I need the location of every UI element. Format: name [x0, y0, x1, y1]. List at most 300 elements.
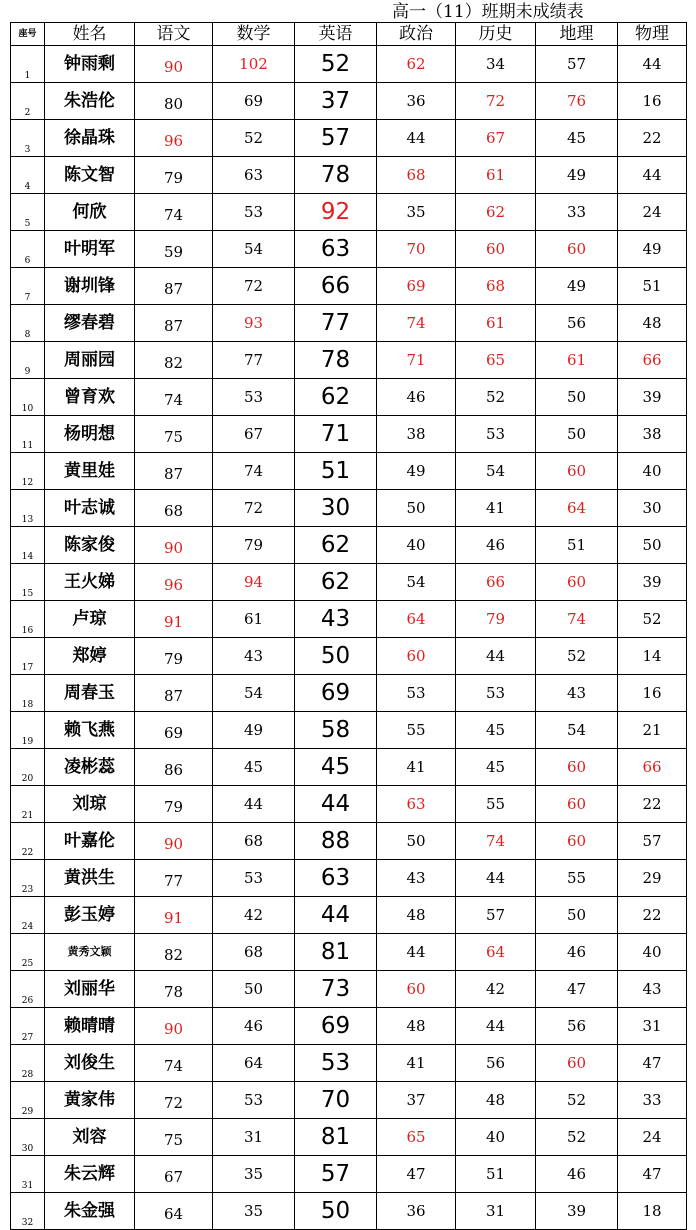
student-name-cell: 叶嘉伦: [45, 823, 135, 860]
math-score-cell: 54: [213, 231, 295, 268]
student-name-cell: 王火娣: [45, 564, 135, 601]
seat-cell: 13: [11, 490, 45, 527]
history-score-cell: 62: [456, 194, 536, 231]
english-score-cell: 57: [295, 120, 377, 157]
physics-score-cell: 47: [618, 1156, 687, 1193]
table-row: [11, 490, 687, 527]
physics-score-cell: 24: [618, 1119, 687, 1156]
politics-score-cell: 47: [377, 1156, 456, 1193]
politics-score-cell: 74: [377, 305, 456, 342]
geography-score-cell: 49: [536, 157, 618, 194]
physics-score-cell: 48: [618, 305, 687, 342]
seat-cell: 14: [11, 527, 45, 564]
history-score-cell: 44: [456, 860, 536, 897]
math-score-cell: 72: [213, 490, 295, 527]
table-row: [11, 527, 687, 564]
english-score-cell: 50: [295, 638, 377, 675]
math-score-cell: 64: [213, 1045, 295, 1082]
english-score-cell: 81: [295, 1119, 377, 1156]
politics-score-cell: 60: [377, 638, 456, 675]
student-name-cell: 周春玉: [45, 675, 135, 712]
student-name-cell: 朱金强: [45, 1193, 135, 1230]
politics-score-cell: 41: [377, 1045, 456, 1082]
politics-score-cell: 70: [377, 231, 456, 268]
geography-score-cell: 51: [536, 527, 618, 564]
physics-score-cell: 40: [618, 934, 687, 971]
table-row: [11, 1045, 687, 1082]
header-math: 数学: [213, 23, 295, 46]
physics-score-cell: 22: [618, 786, 687, 823]
politics-score-cell: 60: [377, 971, 456, 1008]
physics-score-cell: 18: [618, 1193, 687, 1230]
history-score-cell: 57: [456, 897, 536, 934]
english-score-cell: 78: [295, 157, 377, 194]
math-score-cell: 67: [213, 416, 295, 453]
physics-score-cell: 51: [618, 268, 687, 305]
header-chinese: 语文: [135, 23, 213, 46]
seat-cell: 12: [11, 453, 45, 490]
politics-score-cell: 65: [377, 1119, 456, 1156]
physics-score-cell: 16: [618, 675, 687, 712]
student-name-cell: 刘丽华: [45, 971, 135, 1008]
geography-score-cell: 61: [536, 342, 618, 379]
history-score-cell: 68: [456, 268, 536, 305]
chinese-score-cell: 90: [135, 1008, 213, 1045]
geography-score-cell: 60: [536, 564, 618, 601]
geography-score-cell: 74: [536, 601, 618, 638]
math-score-cell: 31: [213, 1119, 295, 1156]
physics-score-cell: 50: [618, 527, 687, 564]
history-score-cell: 46: [456, 527, 536, 564]
physics-score-cell: 44: [618, 46, 687, 83]
seat-cell: 10: [11, 379, 45, 416]
table-row: [11, 194, 687, 231]
politics-score-cell: 41: [377, 749, 456, 786]
student-name-cell: 赖飞燕: [45, 712, 135, 749]
student-name-cell: 陈家俊: [45, 527, 135, 564]
geography-score-cell: 46: [536, 1156, 618, 1193]
math-score-cell: 45: [213, 749, 295, 786]
chinese-score-cell: 90: [135, 46, 213, 83]
table-row: [11, 897, 687, 934]
english-score-cell: 50: [295, 1193, 377, 1230]
physics-score-cell: 33: [618, 1082, 687, 1119]
english-score-cell: 73: [295, 971, 377, 1008]
chinese-score-cell: 87: [135, 268, 213, 305]
history-score-cell: 65: [456, 342, 536, 379]
seat-cell: 30: [11, 1119, 45, 1156]
physics-score-cell: 16: [618, 83, 687, 120]
math-score-cell: 74: [213, 453, 295, 490]
table-row: [11, 934, 687, 971]
seat-cell: 21: [11, 786, 45, 823]
history-score-cell: 34: [456, 46, 536, 83]
seat-cell: 24: [11, 897, 45, 934]
geography-score-cell: 52: [536, 1082, 618, 1119]
history-score-cell: 44: [456, 1008, 536, 1045]
english-score-cell: 78: [295, 342, 377, 379]
student-name-cell: 黄里娃: [45, 453, 135, 490]
english-score-cell: 63: [295, 860, 377, 897]
politics-score-cell: 50: [377, 823, 456, 860]
student-name-cell: 杨明想: [45, 416, 135, 453]
english-score-cell: 30: [295, 490, 377, 527]
geography-score-cell: 39: [536, 1193, 618, 1230]
politics-score-cell: 49: [377, 453, 456, 490]
student-name-cell: 刘琼: [45, 786, 135, 823]
table-row: [11, 860, 687, 897]
header-politics: 政治: [377, 23, 456, 46]
table-row: [11, 1082, 687, 1119]
geography-score-cell: 60: [536, 749, 618, 786]
geography-score-cell: 43: [536, 675, 618, 712]
physics-score-cell: 47: [618, 1045, 687, 1082]
chinese-score-cell: 90: [135, 823, 213, 860]
geography-score-cell: 49: [536, 268, 618, 305]
geography-score-cell: 52: [536, 638, 618, 675]
math-score-cell: 77: [213, 342, 295, 379]
seat-cell: 8: [11, 305, 45, 342]
seat-cell: 25: [11, 934, 45, 971]
politics-score-cell: 69: [377, 268, 456, 305]
english-score-cell: 45: [295, 749, 377, 786]
chinese-score-cell: 67: [135, 1156, 213, 1193]
english-score-cell: 58: [295, 712, 377, 749]
politics-score-cell: 53: [377, 675, 456, 712]
student-name-cell: 周丽园: [45, 342, 135, 379]
chinese-score-cell: 72: [135, 1082, 213, 1119]
history-score-cell: 64: [456, 934, 536, 971]
table-row: [11, 786, 687, 823]
physics-score-cell: 40: [618, 453, 687, 490]
geography-score-cell: 60: [536, 231, 618, 268]
student-name-cell: 朱云辉: [45, 1156, 135, 1193]
seat-cell: 28: [11, 1045, 45, 1082]
politics-score-cell: 38: [377, 416, 456, 453]
physics-score-cell: 39: [618, 379, 687, 416]
politics-score-cell: 62: [377, 46, 456, 83]
geography-score-cell: 60: [536, 823, 618, 860]
physics-score-cell: 39: [618, 564, 687, 601]
politics-score-cell: 44: [377, 934, 456, 971]
geography-score-cell: 54: [536, 712, 618, 749]
geography-score-cell: 76: [536, 83, 618, 120]
history-score-cell: 44: [456, 638, 536, 675]
math-score-cell: 53: [213, 194, 295, 231]
seat-cell: 22: [11, 823, 45, 860]
geography-score-cell: 60: [536, 1045, 618, 1082]
physics-score-cell: 52: [618, 601, 687, 638]
geography-score-cell: 60: [536, 453, 618, 490]
english-score-cell: 63: [295, 231, 377, 268]
math-score-cell: 68: [213, 823, 295, 860]
math-score-cell: 53: [213, 379, 295, 416]
math-score-cell: 72: [213, 268, 295, 305]
politics-score-cell: 48: [377, 1008, 456, 1045]
english-score-cell: 81: [295, 934, 377, 971]
history-score-cell: 48: [456, 1082, 536, 1119]
politics-score-cell: 55: [377, 712, 456, 749]
chinese-score-cell: 74: [135, 194, 213, 231]
math-score-cell: 102: [213, 46, 295, 83]
header-seat: 座号: [11, 23, 45, 46]
math-score-cell: 44: [213, 786, 295, 823]
chinese-score-cell: 79: [135, 786, 213, 823]
seat-cell: 2: [11, 83, 45, 120]
math-score-cell: 68: [213, 934, 295, 971]
geography-score-cell: 33: [536, 194, 618, 231]
math-score-cell: 35: [213, 1193, 295, 1230]
politics-score-cell: 35: [377, 194, 456, 231]
politics-score-cell: 36: [377, 83, 456, 120]
table-row: [11, 675, 687, 712]
seat-cell: 19: [11, 712, 45, 749]
math-score-cell: 69: [213, 83, 295, 120]
chinese-score-cell: 80: [135, 83, 213, 120]
geography-score-cell: 56: [536, 1008, 618, 1045]
chinese-score-cell: 96: [135, 120, 213, 157]
history-score-cell: 79: [456, 601, 536, 638]
student-name-cell: 黄秀文颖: [45, 934, 135, 971]
history-score-cell: 41: [456, 490, 536, 527]
math-score-cell: 35: [213, 1156, 295, 1193]
history-score-cell: 53: [456, 416, 536, 453]
physics-score-cell: 21: [618, 712, 687, 749]
chinese-score-cell: 79: [135, 157, 213, 194]
student-name-cell: 徐晶珠: [45, 120, 135, 157]
geography-score-cell: 57: [536, 46, 618, 83]
physics-score-cell: 30: [618, 490, 687, 527]
seat-cell: 6: [11, 231, 45, 268]
math-score-cell: 46: [213, 1008, 295, 1045]
physics-score-cell: 57: [618, 823, 687, 860]
seat-cell: 29: [11, 1082, 45, 1119]
physics-score-cell: 24: [618, 194, 687, 231]
geography-score-cell: 50: [536, 379, 618, 416]
physics-score-cell: 66: [618, 342, 687, 379]
history-score-cell: 52: [456, 379, 536, 416]
history-score-cell: 54: [456, 453, 536, 490]
seat-cell: 26: [11, 971, 45, 1008]
geography-score-cell: 52: [536, 1119, 618, 1156]
geography-score-cell: 64: [536, 490, 618, 527]
geography-score-cell: 47: [536, 971, 618, 1008]
chinese-score-cell: 77: [135, 860, 213, 897]
table-row: [11, 83, 687, 120]
header-row: [11, 23, 687, 46]
chinese-score-cell: 87: [135, 675, 213, 712]
english-score-cell: 52: [295, 46, 377, 83]
physics-score-cell: 31: [618, 1008, 687, 1045]
politics-score-cell: 44: [377, 120, 456, 157]
chinese-score-cell: 96: [135, 564, 213, 601]
math-score-cell: 50: [213, 971, 295, 1008]
seat-cell: 32: [11, 1193, 45, 1230]
table-row: [11, 712, 687, 749]
politics-score-cell: 37: [377, 1082, 456, 1119]
table-row: [11, 823, 687, 860]
grades-table: [10, 22, 687, 1230]
geography-score-cell: 60: [536, 786, 618, 823]
seat-cell: 9: [11, 342, 45, 379]
english-score-cell: 62: [295, 379, 377, 416]
seat-cell: 16: [11, 601, 45, 638]
math-score-cell: 52: [213, 120, 295, 157]
history-score-cell: 56: [456, 1045, 536, 1082]
chinese-score-cell: 75: [135, 416, 213, 453]
history-score-cell: 61: [456, 305, 536, 342]
english-score-cell: 43: [295, 601, 377, 638]
physics-score-cell: 38: [618, 416, 687, 453]
seat-cell: 15: [11, 564, 45, 601]
english-score-cell: 53: [295, 1045, 377, 1082]
physics-score-cell: 49: [618, 231, 687, 268]
geography-score-cell: 55: [536, 860, 618, 897]
chinese-score-cell: 91: [135, 897, 213, 934]
english-score-cell: 37: [295, 83, 377, 120]
student-name-cell: 曾育欢: [45, 379, 135, 416]
physics-score-cell: 66: [618, 749, 687, 786]
history-score-cell: 61: [456, 157, 536, 194]
math-score-cell: 63: [213, 157, 295, 194]
physics-score-cell: 44: [618, 157, 687, 194]
history-score-cell: 45: [456, 749, 536, 786]
chinese-score-cell: 79: [135, 638, 213, 675]
student-name-cell: 黄洪生: [45, 860, 135, 897]
politics-score-cell: 71: [377, 342, 456, 379]
table-row: [11, 564, 687, 601]
history-score-cell: 31: [456, 1193, 536, 1230]
chinese-score-cell: 91: [135, 601, 213, 638]
history-score-cell: 51: [456, 1156, 536, 1193]
english-score-cell: 44: [295, 897, 377, 934]
chinese-score-cell: 75: [135, 1119, 213, 1156]
history-score-cell: 66: [456, 564, 536, 601]
math-score-cell: 61: [213, 601, 295, 638]
chinese-score-cell: 74: [135, 379, 213, 416]
table-row: [11, 749, 687, 786]
english-score-cell: 44: [295, 786, 377, 823]
header-physics: 物理: [618, 23, 687, 46]
seat-cell: 18: [11, 675, 45, 712]
student-name-cell: 朱浩伦: [45, 83, 135, 120]
student-name-cell: 叶明军: [45, 231, 135, 268]
seat-cell: 4: [11, 157, 45, 194]
math-score-cell: 79: [213, 527, 295, 564]
chinese-score-cell: 90: [135, 527, 213, 564]
english-score-cell: 57: [295, 1156, 377, 1193]
chinese-score-cell: 82: [135, 934, 213, 971]
table-row: [11, 342, 687, 379]
physics-score-cell: 22: [618, 897, 687, 934]
english-score-cell: 51: [295, 453, 377, 490]
history-score-cell: 45: [456, 712, 536, 749]
english-score-cell: 88: [295, 823, 377, 860]
student-name-cell: 刘俊生: [45, 1045, 135, 1082]
table-row: [11, 305, 687, 342]
math-score-cell: 54: [213, 675, 295, 712]
history-score-cell: 53: [456, 675, 536, 712]
politics-score-cell: 46: [377, 379, 456, 416]
table-row: [11, 971, 687, 1008]
math-score-cell: 49: [213, 712, 295, 749]
seat-cell: 1: [11, 46, 45, 83]
header-history: 历史: [456, 23, 536, 46]
student-name-cell: 彭玉婷: [45, 897, 135, 934]
header-name: 姓名: [45, 23, 135, 46]
student-name-cell: 谢圳锋: [45, 268, 135, 305]
table-row: [11, 1008, 687, 1045]
english-score-cell: 77: [295, 305, 377, 342]
table-row: [11, 46, 687, 83]
chinese-score-cell: 59: [135, 231, 213, 268]
politics-score-cell: 43: [377, 860, 456, 897]
student-name-cell: 陈文智: [45, 157, 135, 194]
physics-score-cell: 43: [618, 971, 687, 1008]
politics-score-cell: 36: [377, 1193, 456, 1230]
politics-score-cell: 40: [377, 527, 456, 564]
math-score-cell: 93: [213, 305, 295, 342]
geography-score-cell: 56: [536, 305, 618, 342]
chinese-score-cell: 87: [135, 453, 213, 490]
student-name-cell: 郑婷: [45, 638, 135, 675]
student-name-cell: 钟雨剩: [45, 46, 135, 83]
physics-score-cell: 29: [618, 860, 687, 897]
math-score-cell: 94: [213, 564, 295, 601]
chinese-score-cell: 68: [135, 490, 213, 527]
physics-score-cell: 14: [618, 638, 687, 675]
math-score-cell: 53: [213, 860, 295, 897]
politics-score-cell: 54: [377, 564, 456, 601]
student-name-cell: 凌彬蕊: [45, 749, 135, 786]
chinese-score-cell: 69: [135, 712, 213, 749]
politics-score-cell: 64: [377, 601, 456, 638]
geography-score-cell: 50: [536, 897, 618, 934]
chinese-score-cell: 86: [135, 749, 213, 786]
geography-score-cell: 45: [536, 120, 618, 157]
header-geography: 地理: [536, 23, 618, 46]
politics-score-cell: 48: [377, 897, 456, 934]
math-score-cell: 53: [213, 1082, 295, 1119]
history-score-cell: 42: [456, 971, 536, 1008]
table-row: [11, 638, 687, 675]
header-english: 英语: [295, 23, 377, 46]
english-score-cell: 70: [295, 1082, 377, 1119]
geography-score-cell: 50: [536, 416, 618, 453]
table-row: [11, 379, 687, 416]
table-row: [11, 1156, 687, 1193]
grades-body: [11, 46, 687, 1230]
history-score-cell: 74: [456, 823, 536, 860]
seat-cell: 17: [11, 638, 45, 675]
chinese-score-cell: 87: [135, 305, 213, 342]
student-name-cell: 赖晴晴: [45, 1008, 135, 1045]
history-score-cell: 40: [456, 1119, 536, 1156]
chinese-score-cell: 74: [135, 1045, 213, 1082]
table-row: [11, 231, 687, 268]
politics-score-cell: 50: [377, 490, 456, 527]
chinese-score-cell: 78: [135, 971, 213, 1008]
math-score-cell: 42: [213, 897, 295, 934]
table-row: [11, 1119, 687, 1156]
student-name-cell: 黄家伟: [45, 1082, 135, 1119]
english-score-cell: 69: [295, 675, 377, 712]
physics-score-cell: 22: [618, 120, 687, 157]
seat-cell: 23: [11, 860, 45, 897]
math-score-cell: 43: [213, 638, 295, 675]
seat-cell: 5: [11, 194, 45, 231]
seat-cell: 7: [11, 268, 45, 305]
